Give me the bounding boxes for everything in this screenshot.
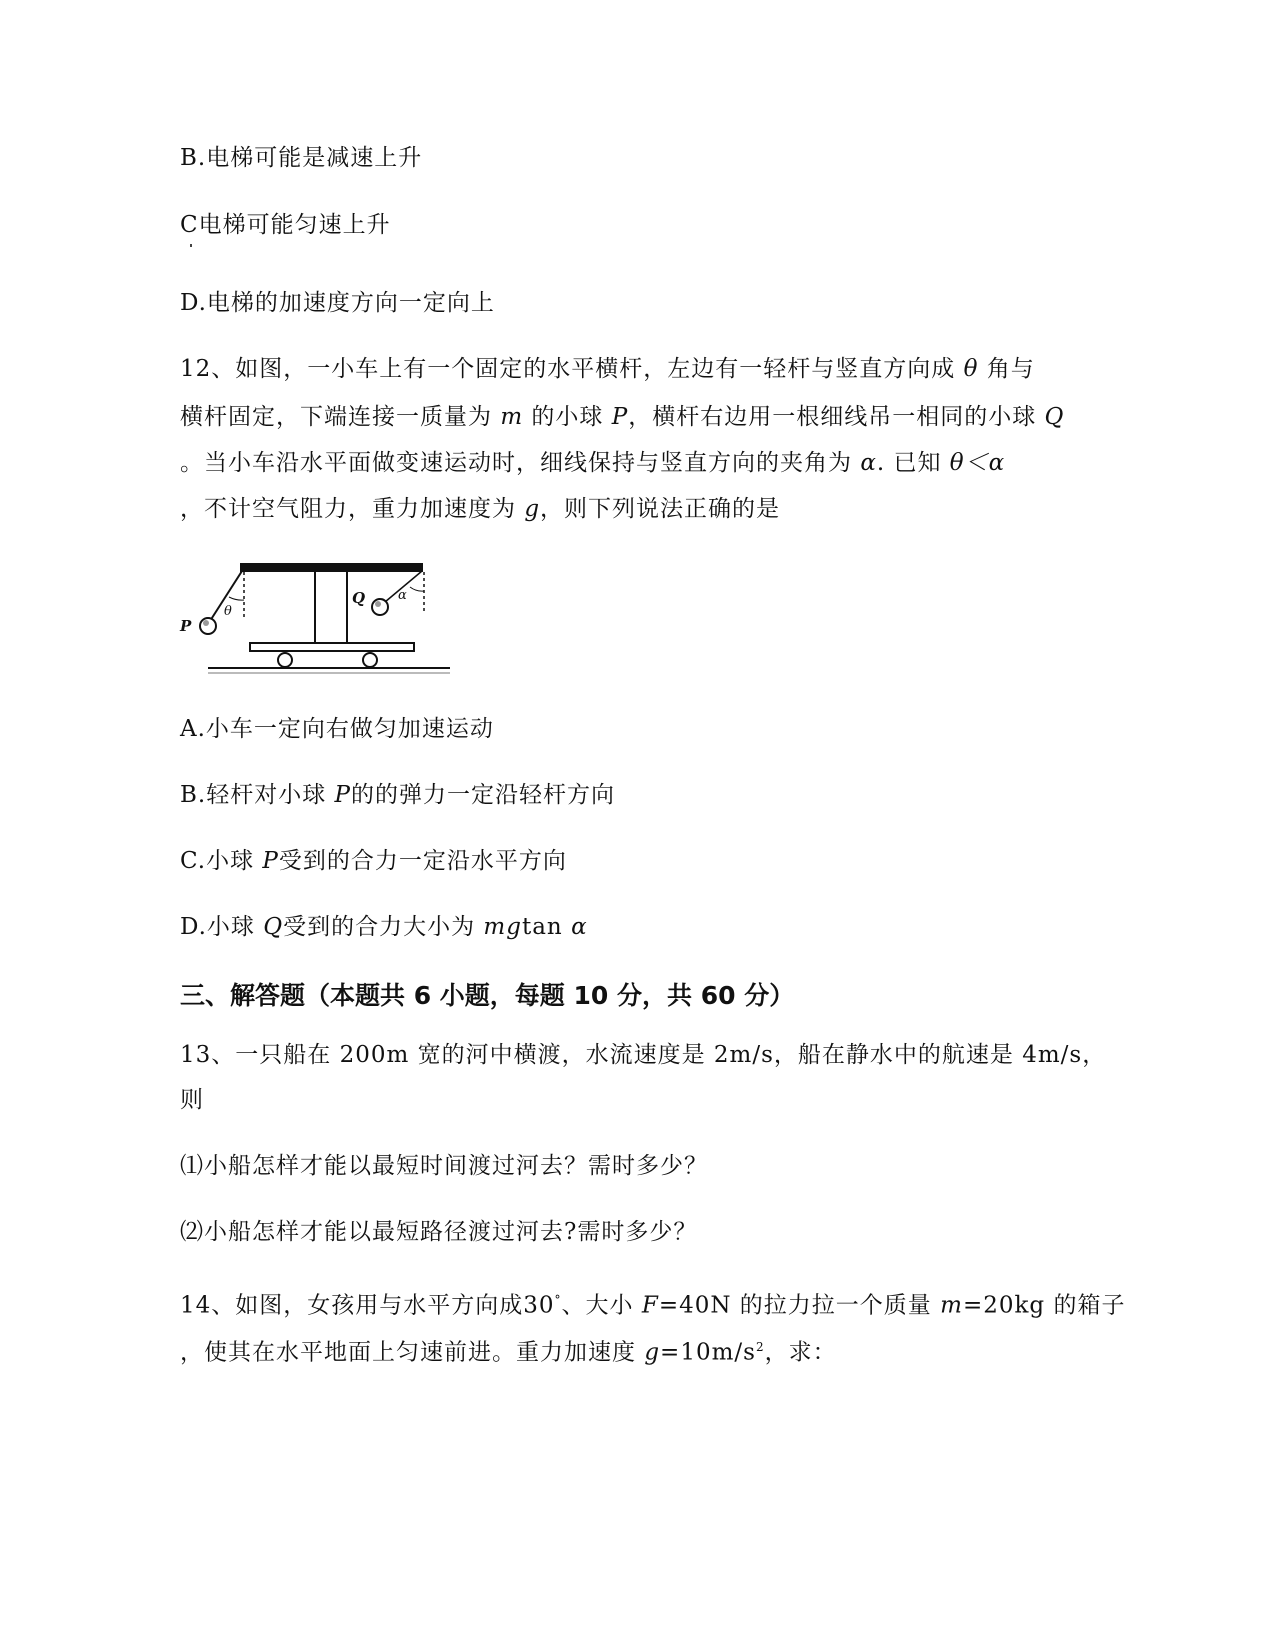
q13-stem-line-2: 则 — [180, 1087, 204, 1113]
option-d-q11: D.电梯的加速度方向一定向上 — [180, 290, 495, 316]
option-d-q12: D.小球 Q受到的合力大小为 mgtan α — [180, 914, 588, 940]
ball-p — [200, 618, 216, 634]
q13-sub-question-1: ⑴小船怎样才能以最短时间渡过河去？需时多少？ — [180, 1153, 708, 1179]
horizontal-bar — [240, 563, 423, 572]
ball-q-shading — [375, 601, 381, 607]
q14-stem-line-1: 14、如图，女孩用与水平方向成30°、大小 F=40N 的拉力拉一个质量 m=20kg 的箱子 — [180, 1292, 1126, 1319]
ball-p-shading — [203, 620, 209, 626]
q12-stem-line-2: 横杆固定，下端连接一质量为 m 的小球 P，横杆右边用一根细线吊一相同的小球 Q — [180, 404, 1065, 430]
label-p: P — [180, 617, 192, 635]
scan-mark — [190, 244, 192, 247]
label-alpha: α — [398, 588, 407, 603]
cart-wheel-left — [278, 653, 292, 667]
alpha-arc — [410, 587, 424, 591]
q12-stem-line-1: 12、如图，一小车上有一个固定的水平横杆，左边有一轻杆与竖直方向成 θ 角与 — [180, 356, 1035, 382]
section-heading: 三、解答题（本题共 6 小题，每题 10 分，共 60 分） — [180, 981, 795, 1010]
q14-stem-line-2: ，使其在水平地面上匀速前进。重力加速度 $g=10m/s^2$，求： — [180, 1339, 837, 1366]
cart-pendulum-figure — [178, 557, 458, 682]
q13-sub-question-2: ⑵小船怎样才能以最短路径渡过河去?需时多少？ — [180, 1219, 698, 1245]
option-a-q12: A.小车一定向右做匀加速运动 — [180, 716, 494, 742]
ball-q — [372, 599, 388, 615]
cart-wheel-right — [363, 653, 377, 667]
option-c-q11: C电梯可能匀速上升 — [180, 212, 391, 238]
cart-platform — [250, 643, 414, 651]
label-theta: θ — [224, 604, 232, 619]
option-b-q12: B.轻杆对小球 P的的弹力一定沿轻杆方向 — [180, 782, 616, 808]
q13-stem-line-1: 13、一只船在 200m 宽的河中横渡，水流速度是 2m/s，船在静水中的航速是 4m/s， — [180, 1042, 1107, 1068]
theta-arc — [229, 597, 244, 600]
option-b-q11: B.电梯可能是减速上升 — [180, 145, 423, 171]
q12-stem-line-4: ，不计空气阻力，重力加速度为 g，则下列说法正确的是 — [180, 496, 781, 522]
label-q: Q — [352, 589, 366, 607]
q12-stem-line-3: 。当小车沿水平面做变速运动时，细线保持与竖直方向的夹角为 α. 已知 θ＜α — [180, 450, 1006, 476]
option-c-q12: C.小球 P受到的合力一定沿水平方向 — [180, 848, 567, 874]
